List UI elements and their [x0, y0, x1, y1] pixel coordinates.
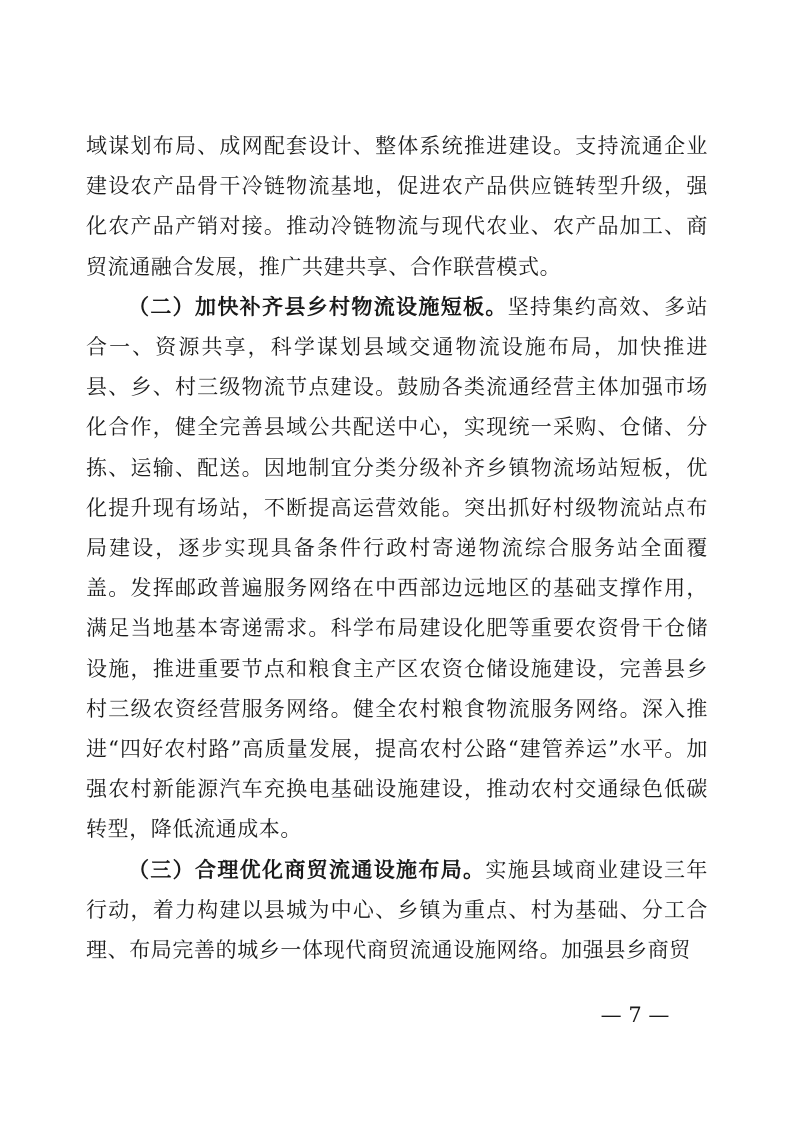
paragraph-1-text: 域谋划布局、成网配套设计、整体系统推进建设。支持流通企业建设农产品骨干冷链物流基地，促进农产品供应链转型升级，强化农产品产销对接。推动冷链物流与现代农业、农产品加工、商贸流通融合发展，推广共建共享、合作联营模式。 — [86, 134, 708, 279]
paragraph-3-text: 实施县域商业建设三年行动，着力构建以县城为中心、乡镇为重点、村为基础、分工合理、布局完善的城乡一体现代商贸流通设施网络。加强县乡商贸 — [86, 857, 708, 963]
paragraph-1 — [86, 126, 708, 287]
page-number: — 7 — — [600, 1003, 670, 1027]
document-body — [86, 126, 708, 970]
paragraph-2 — [86, 287, 708, 850]
paragraph-2-text: 坚持集约高效、多站合一、资源共享，科学谋划县域交通物流设施布局，加快推进县、乡、村三级物流节点建设。鼓励各类流通经营主体加强市场化合作，健全完善县域公共配送中心，实现统一采购、仓储、分拣、运输、配送。因地制宜分类分级补齐乡镇物流场站短板，优化提升现有场站，不断提高运营效能。突出抓好村级物流站点布局建设，逐步实现具备条件行政村寄递物流综合服务站全面覆盖。发挥邮政普遍服务网络在中西部边远地区的基础支撑作用，满足当地基本寄递需求。科学布局建设化肥等重要农资骨干仓储设施，推进重要节点和粮食主产区农资仓储设施建设，完善县乡村三级农资经营服务网络。健全农村粮食物流服务网络。深入推进“四好农村路”高质量发展，提高农村公路“建管养运”水平。加强农村新能源汽车充换电基础设施建设，推动农村交通绿色低碳转型，降低流通成本。 — [86, 294, 709, 842]
section-heading-2: （二）加快补齐县乡村物流设施短板。 — [128, 294, 508, 319]
paragraph-3 — [86, 850, 708, 971]
section-heading-3: （三）合理优化商贸流通设施布局。 — [128, 857, 486, 882]
